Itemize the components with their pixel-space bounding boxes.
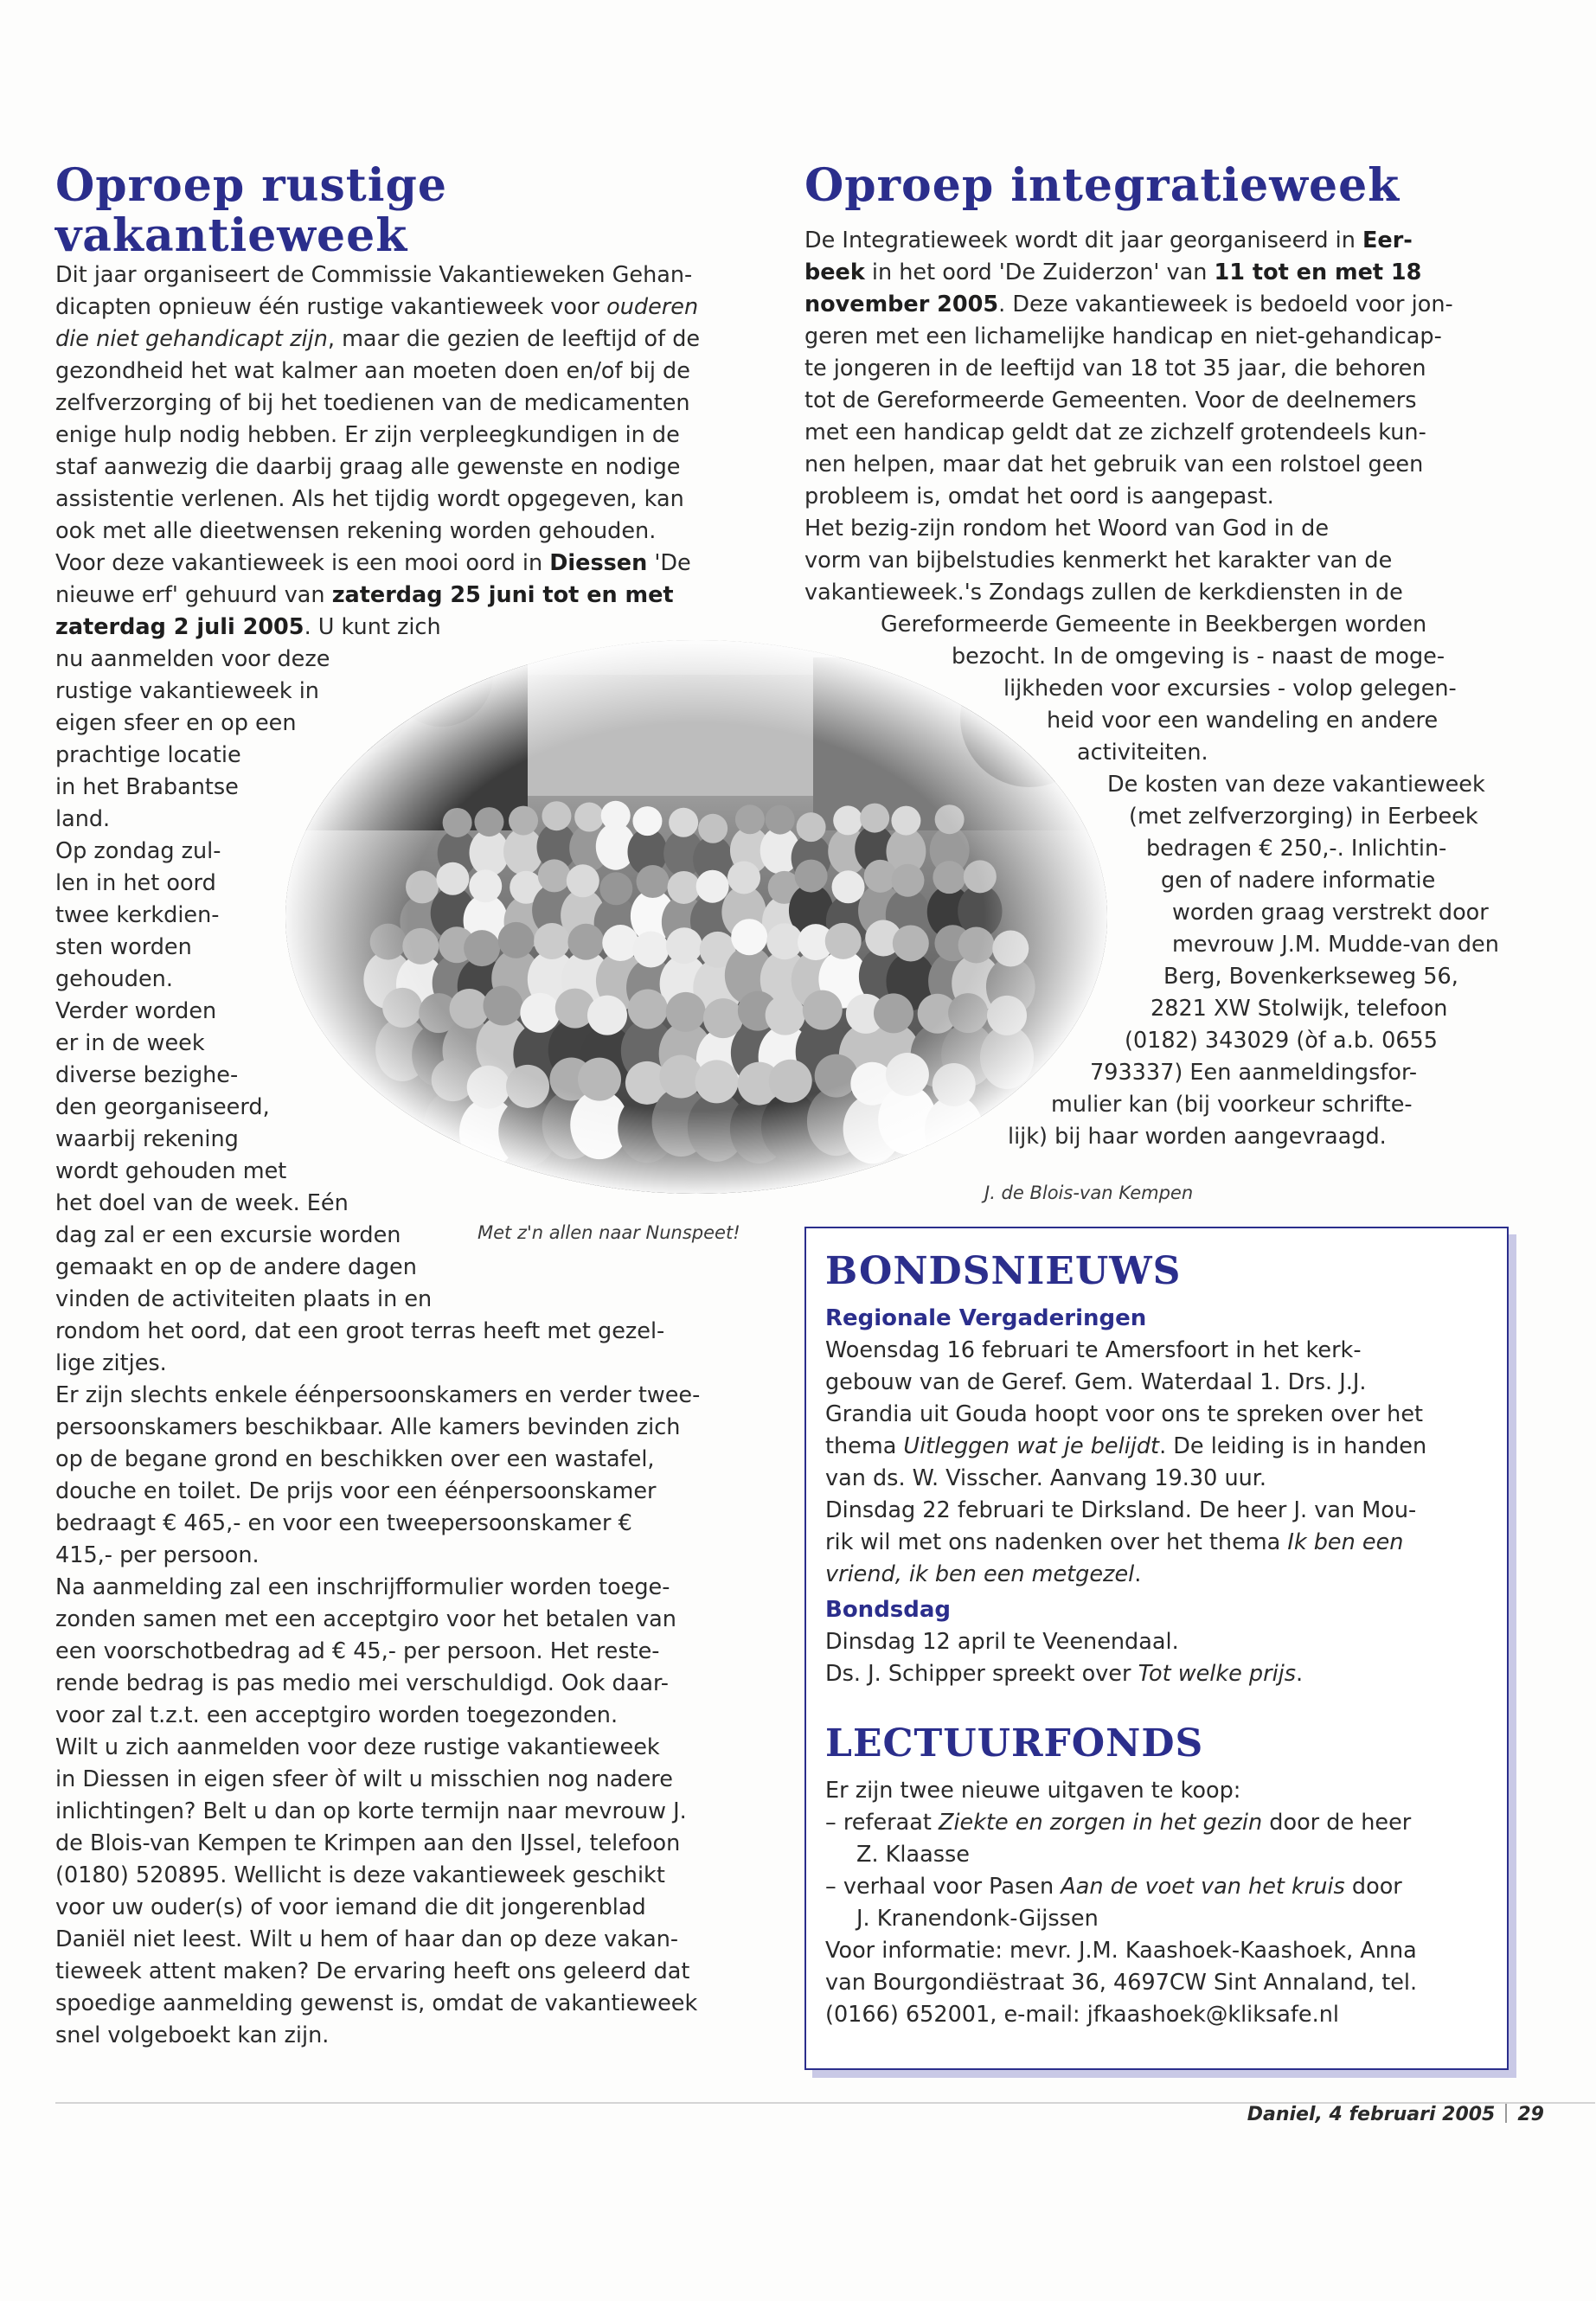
- text-line: heid voor een wandeling en andere: [1047, 708, 1439, 734]
- text-line: tieweek attent maken? De ervaring heeft ons geleerd dat: [55, 1958, 690, 1984]
- text-line: Ds. J. Schipper spreekt over Tot welke prijs.: [825, 1661, 1304, 1687]
- text-line: rondom het oord, dat een groot terras heeft met gezel-: [55, 1318, 665, 1344]
- list-item: – referaat Ziekte en zorgen in het gezin door de heer: [825, 1810, 1412, 1836]
- text-line: lige zitjes.: [55, 1350, 167, 1376]
- text-line: De Integratieweek wordt dit jaar georganiseerd in Eer-: [804, 228, 1413, 253]
- text-line: worden graag verstrekt door: [1172, 900, 1489, 926]
- text-line: zonden samen met een acceptgiro voor het betalen van: [55, 1606, 676, 1632]
- text-line: gehouden.: [55, 966, 173, 992]
- text-line: nieuwe erf' gehuurd van zaterdag 25 juni tot en met: [55, 582, 674, 608]
- right-article-title: Oproep integratieweek: [804, 159, 1401, 212]
- text-line: den georganiseerd,: [55, 1094, 270, 1120]
- text-line: dicapten opnieuw één rustige vakantieweek voor ouderen: [55, 294, 699, 320]
- text-line: 793337) Een aanmeldingsfor-: [1090, 1060, 1418, 1086]
- bondsnieuws-title: BONDSNIEUWS: [825, 1249, 1182, 1293]
- text-line: (met zelfverzorging) in Eerbeek: [1129, 804, 1478, 830]
- text-line: Dinsdag 12 april te Veenendaal.: [825, 1629, 1179, 1655]
- text-line: tot de Gereformeerde Gemeenten. Voor de deelnemers: [804, 388, 1417, 413]
- text-line: geren met een lichamelijke handicap en niet-gehandicap-: [804, 324, 1442, 349]
- text-line: van ds. W. Visscher. Aanvang 19.30 uur.: [825, 1465, 1267, 1491]
- text-line: probleem is, omdat het oord is aangepast.: [804, 484, 1274, 510]
- text-line: Gereformeerde Gemeente in Beekbergen worden: [881, 612, 1427, 638]
- text-line: vorm van bijbelstudies kenmerkt het karakter van de: [804, 548, 1393, 574]
- text-line: douche en toilet. De prijs voor een éénpersoonskamer: [55, 1478, 657, 1504]
- text-line: rende bedrag is pas medio mei verschuldigd. Ook daar-: [55, 1670, 669, 1696]
- text-line: in het Brabantse: [55, 774, 239, 800]
- text-line: enige hulp nodig hebben. Er zijn verpleegkundigen in de: [55, 422, 680, 448]
- text-line: nu aanmelden voor deze: [55, 646, 330, 672]
- left-title-line2: vakantieweek: [55, 209, 408, 262]
- text-line: (0180) 520895. Wellicht is deze vakantieweek geschikt: [55, 1862, 665, 1888]
- text-line: wordt gehouden met: [55, 1158, 287, 1184]
- text-line: Er zijn twee nieuwe uitgaven te koop:: [825, 1778, 1241, 1804]
- contact-email-line: (0166) 652001, e-mail: jfkaashoek@kliksafe.nl: [825, 2002, 1339, 2028]
- text-line: vinden de activiteiten plaats in en: [55, 1286, 433, 1312]
- text-line: gen of nadere informatie: [1161, 868, 1436, 894]
- text-line: Wilt u zich aanmelden voor deze rustige vakantieweek: [55, 1734, 660, 1760]
- text-line: beek in het oord 'De Zuiderzon' van 11 tot en met 18: [804, 260, 1422, 285]
- text-line: thema Uitleggen wat je belijdt. De leiding is in handen: [825, 1433, 1427, 1459]
- subheading-bondsdag: Bondsdag: [825, 1597, 952, 1623]
- text-line: het doel van de week. Eén: [55, 1190, 349, 1216]
- text-line: lijk) bij haar worden aangevraagd.: [1008, 1124, 1387, 1150]
- text-line: diverse bezighe-: [55, 1062, 239, 1088]
- text-line: waarbij rekening: [55, 1126, 239, 1152]
- text-line: persoonskamers beschikbaar. Alle kamers bevinden zich: [55, 1414, 681, 1440]
- text-line: bezocht. In de omgeving is - naast de moge-: [952, 644, 1445, 670]
- text-line: te jongeren in de leeftijd van 18 tot 35 jaar, die behoren: [804, 356, 1426, 381]
- lectuurfonds-title: LECTUURFONDS: [825, 1721, 1204, 1766]
- footer-separator: [1505, 2104, 1507, 2123]
- text-line: vriend, ik ben een metgezel.: [825, 1561, 1142, 1587]
- left-title-line1: Oproep rustige: [55, 159, 447, 212]
- text-line: voor zal t.z.t. een acceptgiro worden toegezonden.: [55, 1702, 619, 1728]
- text-line: vakantieweek.'s Zondags zullen de kerkdiensten in de: [804, 580, 1403, 606]
- text-line: in Diessen in eigen sfeer òf wilt u misschien nog nadere: [55, 1766, 673, 1792]
- text-line: dag zal er een excursie worden: [55, 1222, 401, 1248]
- left-article-continuation: [55, 1316, 773, 2052]
- text-line: snel volgeboekt kan zijn.: [55, 2022, 330, 2048]
- text-line: gebouw van de Geref. Gem. Waterdaal 1. Drs. J.J.: [825, 1369, 1367, 1395]
- text-line: land.: [55, 806, 111, 832]
- text-line: 2821 XW Stolwijk, telefoon: [1151, 996, 1448, 1022]
- issue-date: Daniel, 4 februari 2005: [1247, 2104, 1496, 2125]
- photo-caption: Met z'n allen naar Nunspeet!: [478, 1222, 740, 1243]
- right-article-body: [804, 225, 1522, 1153]
- list-item: – verhaal voor Pasen Aan de voet van het kruis door: [825, 1874, 1402, 1900]
- text-line: bedraagt € 465,- en voor een tweepersoonskamer €: [55, 1510, 632, 1536]
- text-line: Woensdag 16 februari te Amersfoort in het kerk-: [825, 1337, 1362, 1363]
- left-article-title: [55, 161, 765, 261]
- text-line: Op zondag zul-: [55, 838, 221, 864]
- page-number: 29: [1517, 2104, 1544, 2125]
- text-line: nen helpen, maar dat het gebruik van een rolstoel geen: [804, 452, 1424, 478]
- text-line: De kosten van deze vakantieweek: [1107, 772, 1485, 798]
- text-line: eigen sfeer en op een: [55, 710, 297, 736]
- text-line: activiteiten.: [1077, 740, 1208, 766]
- text-line: rustige vakantieweek in: [55, 678, 319, 704]
- text-line: spoedige aanmelding gewenst is, omdat de vakantieweek: [55, 1990, 698, 2016]
- text-line: gemaakt en op de andere dagen: [55, 1254, 417, 1280]
- text-line: een voorschotbedrag ad € 45,- per persoon. Het reste-: [55, 1638, 660, 1664]
- text-line: Grandia uit Gouda hoopt voor ons te spreken over het: [825, 1401, 1424, 1427]
- text-line: bedragen € 250,-. Inlichtin-: [1146, 836, 1447, 862]
- list-item-continuation: J. Kranendonk-Gijssen: [856, 1906, 1099, 1932]
- regional-meetings-text: [825, 1335, 1490, 1591]
- text-line: mevrouw J.M. Mudde-van den: [1172, 932, 1499, 958]
- text-line: sten worden: [55, 934, 192, 960]
- text-line: lijkheden voor excursies - volop gelegen-: [1003, 676, 1457, 702]
- text-line: mulier kan (bij voorkeur schrifte-: [1051, 1092, 1413, 1118]
- subheading-regional-meetings: Regionale Vergaderingen: [825, 1305, 1147, 1331]
- text-line: zelfverzorging of bij het toedienen van de medicamenten: [55, 390, 690, 416]
- text-line: staf aanwezig die daarbij graag alle gewenste en nodige: [55, 454, 681, 480]
- list-item-continuation: Z. Klaasse: [856, 1842, 970, 1868]
- text-line: die niet gehandicapt zijn, maar die gezien de leeftijd of de: [55, 326, 701, 352]
- text-line: de Blois-van Kempen te Krimpen aan den IJssel, telefoon: [55, 1830, 681, 1856]
- text-line: Berg, Bovenkerkseweg 56,: [1163, 964, 1458, 990]
- text-line: twee kerkdien-: [55, 902, 220, 928]
- text-line: november 2005. Deze vakantieweek is bedoeld voor jon-: [804, 292, 1453, 317]
- text-line: rik wil met ons nadenken over het thema Ik ben een: [825, 1529, 1404, 1555]
- news-box: [804, 1227, 1509, 2070]
- text-line: van Bourgondiëstraat 36, 4697CW Sint Annaland, tel.: [825, 1970, 1418, 1996]
- text-line: assistentie verlenen. Als het tijdig wordt opgegeven, kan: [55, 486, 684, 512]
- lectuurfonds-text: [825, 1775, 1490, 2031]
- text-line: Er zijn slechts enkele éénpersoonskamers en verder twee-: [55, 1382, 701, 1408]
- text-line: (0182) 343029 (òf a.b. 0655: [1125, 1028, 1439, 1054]
- text-line: zaterdag 2 juli 2005. U kunt zich: [55, 614, 441, 640]
- text-line: inlichtingen? Belt u dan op korte termijn naar mevrouw J.: [55, 1798, 687, 1824]
- text-line: gezondheid het wat kalmer aan moeten doen en/of bij de: [55, 358, 690, 384]
- text-line: ook met alle dieetwensen rekening worden gehouden.: [55, 518, 657, 544]
- bondsdag-text: [825, 1626, 1490, 1690]
- text-line: Het bezig-zijn rondom het Woord van God in de: [804, 516, 1330, 542]
- right-wrapped-text: [804, 609, 1522, 1153]
- text-line: met een handicap geldt dat ze zichzelf grotendeels kun-: [804, 420, 1426, 445]
- text-line: er in de week: [55, 1030, 205, 1056]
- article-author: J. de Blois-van Kempen: [984, 1183, 1194, 1203]
- right-text-block: [804, 321, 1522, 609]
- text-line: Dit jaar organiseert de Commissie Vakantieweken Gehan-: [55, 262, 693, 288]
- text-line: Dinsdag 22 februari te Dirksland. De heer J. van Mou-: [825, 1497, 1417, 1523]
- text-line: Voor deze vakantieweek is een mooi oord in Diessen 'De: [55, 550, 691, 576]
- text-line: Daniël niet leest. Wilt u hem of haar dan op deze vakan-: [55, 1926, 679, 1952]
- text-line: voor uw ouder(s) of voor iemand die dit jongerenblad: [55, 1894, 646, 1920]
- page-footer: [1247, 2104, 1544, 2125]
- text-line: op de begane grond en beschikken over een wastafel,: [55, 1446, 655, 1472]
- text-line: Verder worden: [55, 998, 217, 1024]
- text-line: len in het oord: [55, 870, 216, 896]
- text-line: Voor informatie: mevr. J.M. Kaashoek-Kaashoek, Anna: [825, 1938, 1417, 1964]
- text-line: prachtige locatie: [55, 742, 241, 768]
- text-line: 415,- per persoon.: [55, 1542, 260, 1568]
- text-line: Na aanmelding zal een inschrijfformulier worden toege-: [55, 1574, 670, 1600]
